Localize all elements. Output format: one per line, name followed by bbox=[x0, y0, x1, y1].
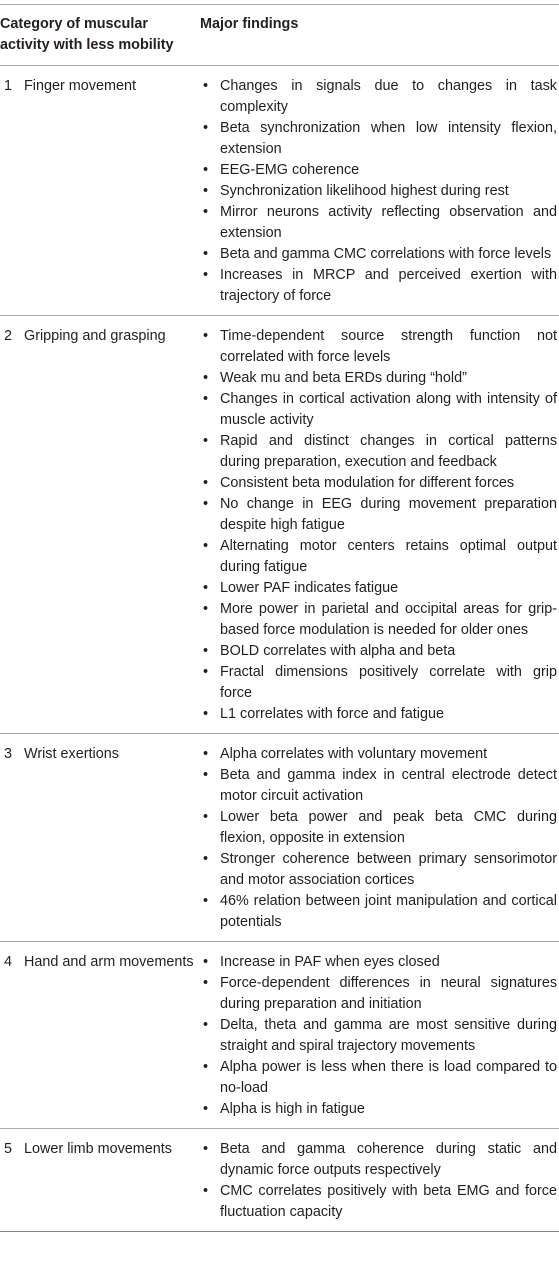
finding-item: • Mirror neurons activity reflecting observation and extension bbox=[200, 202, 559, 244]
row-category: Finger movement bbox=[24, 66, 200, 316]
finding-item: • Beta and gamma coherence during static and dynamic force outputs respectively bbox=[200, 1139, 559, 1181]
finding-item: • Force-dependent differences in neural signatures during preparation and initiation bbox=[200, 973, 559, 1015]
row-number: 3 bbox=[0, 734, 24, 942]
finding-item: • Alternating motor centers retains optimal output during fatigue bbox=[200, 536, 559, 578]
row-number: 1 bbox=[0, 66, 24, 316]
finding-item: • Rapid and distinct changes in cortical patterns during preparation, execution and feedback bbox=[200, 431, 559, 473]
row-findings bbox=[200, 734, 559, 942]
table-row bbox=[0, 1129, 559, 1232]
table-row bbox=[0, 734, 559, 942]
finding-item: • Stronger coherence between primary sensorimotor and motor association cortices bbox=[200, 849, 559, 891]
row-category: Wrist exertions bbox=[24, 734, 200, 942]
row-category: Lower limb movements bbox=[24, 1129, 200, 1232]
table-row bbox=[0, 942, 559, 1129]
row-findings bbox=[200, 942, 559, 1129]
table-row bbox=[0, 316, 559, 734]
findings-list bbox=[200, 1139, 559, 1223]
finding-item: • EEG-EMG coherence bbox=[200, 160, 559, 181]
header-row bbox=[0, 5, 559, 66]
finding-item: • More power in parietal and occipital areas for grip-based force modulation is needed for older ones bbox=[200, 599, 559, 641]
finding-item: • Alpha power is less when there is load compared to no-load bbox=[200, 1057, 559, 1099]
findings-list bbox=[200, 326, 559, 725]
finding-item: • Changes in cortical activation along with intensity of muscle activity bbox=[200, 389, 559, 431]
finding-item: • Beta and gamma CMC correlations with force levels bbox=[200, 244, 559, 265]
findings-list bbox=[200, 76, 559, 307]
finding-item: • Alpha correlates with voluntary movement bbox=[200, 744, 559, 765]
finding-item: • Changes in signals due to changes in task complexity bbox=[200, 76, 559, 118]
finding-item: • Beta synchronization when low intensity flexion, extension bbox=[200, 118, 559, 160]
finding-item: • Lower PAF indicates fatigue bbox=[200, 578, 559, 599]
row-findings bbox=[200, 66, 559, 316]
finding-item: • Increases in MRCP and perceived exertion with trajectory of force bbox=[200, 265, 559, 307]
header-category: Category of muscular activity with less mobility bbox=[0, 5, 200, 66]
row-number: 5 bbox=[0, 1129, 24, 1232]
row-findings bbox=[200, 316, 559, 734]
finding-item: • Consistent beta modulation for different forces bbox=[200, 473, 559, 494]
row-findings bbox=[200, 1129, 559, 1232]
finding-item: • Weak mu and beta ERDs during “hold” bbox=[200, 368, 559, 389]
header-findings: Major findings bbox=[200, 5, 559, 66]
table-row bbox=[0, 66, 559, 316]
finding-item: • Delta, theta and gamma are most sensitive during straight and spiral trajectory movements bbox=[200, 1015, 559, 1057]
finding-item: • Beta and gamma index in central electrode detect motor circuit activation bbox=[200, 765, 559, 807]
finding-item: • Fractal dimensions positively correlate with grip force bbox=[200, 662, 559, 704]
finding-item: • Lower beta power and peak beta CMC during flexion, opposite in extension bbox=[200, 807, 559, 849]
finding-item: • No change in EEG during movement preparation despite high fatigue bbox=[200, 494, 559, 536]
row-category: Hand and arm movements bbox=[24, 942, 200, 1129]
table-header bbox=[0, 5, 559, 66]
finding-item: • CMC correlates positively with beta EMG and force fluctuation capacity bbox=[200, 1181, 559, 1223]
finding-item: • L1 correlates with force and fatigue bbox=[200, 704, 559, 725]
finding-item: • Synchronization likelihood highest during rest bbox=[200, 181, 559, 202]
row-number: 4 bbox=[0, 942, 24, 1129]
finding-item: • Increase in PAF when eyes closed bbox=[200, 952, 559, 973]
finding-item: • Alpha is high in fatigue bbox=[200, 1099, 559, 1120]
findings-table bbox=[0, 4, 559, 1232]
findings-list bbox=[200, 952, 559, 1120]
row-number: 2 bbox=[0, 316, 24, 734]
table-body bbox=[0, 66, 559, 1232]
row-category: Gripping and grasping bbox=[24, 316, 200, 734]
findings-list bbox=[200, 744, 559, 933]
finding-item: • Time-dependent source strength function not correlated with force levels bbox=[200, 326, 559, 368]
finding-item: • BOLD correlates with alpha and beta bbox=[200, 641, 559, 662]
finding-item: • 46% relation between joint manipulation and cortical potentials bbox=[200, 891, 559, 933]
